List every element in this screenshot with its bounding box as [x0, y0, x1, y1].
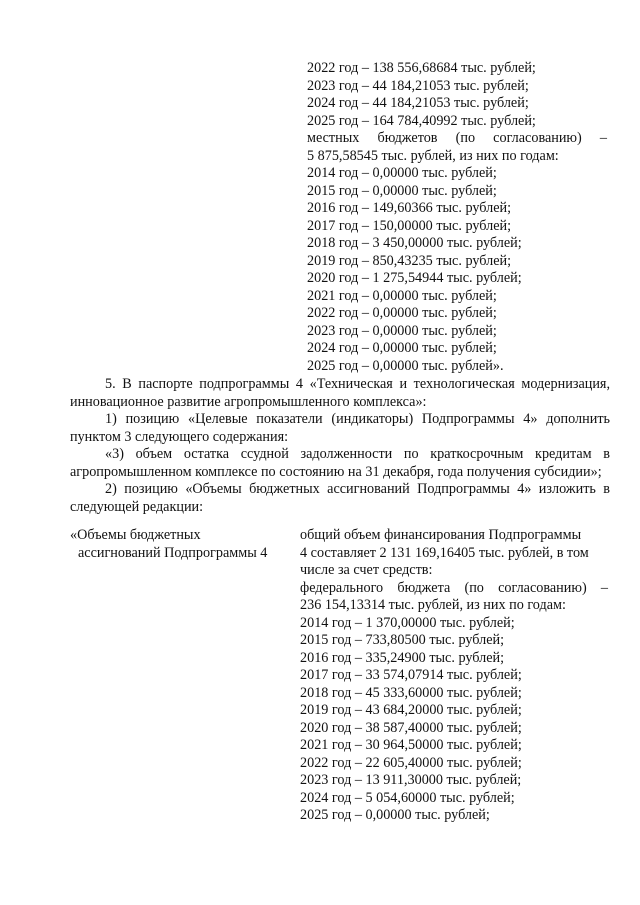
text-line: 2021 год – 0,00000 тыс. рублей;	[307, 287, 497, 304]
text-line: 2016 год – 335,24900 тыс. рублей;	[300, 649, 505, 666]
text-line: 2017 год – 150,00000 тыс. рублей;	[307, 217, 512, 234]
right-intro-line: общий объем финансирования Подпрограммы	[300, 527, 582, 543]
top-funding-block	[307, 60, 607, 375]
text-line: 2015 год – 733,80500 тыс. рублей;	[300, 632, 505, 648]
paragraph-quote-3: «3) объем остатка ссудной задолженности по краткосрочным кредитам в агропромышленном комплексе по состоянию на 31 декабря, года получения субсидии»;	[70, 446, 610, 480]
table-left-cell	[70, 527, 290, 562]
text-line: 2020 год – 1 275,54944 тыс. рублей;	[307, 270, 522, 286]
text-line: 2023 год – 0,00000 тыс. рублей;	[307, 322, 497, 339]
federal-budget-heading: федерального бюджета (по согласованию) –	[300, 579, 608, 596]
text-line: 2014 год – 1 370,00000 тыс. рублей;	[300, 614, 515, 631]
text-line: 2023 год – 44 184,21053 тыс. рублей;	[307, 77, 529, 94]
paragraph-item-5: 5. В паспорте подпрограммы 4 «Техническая и технологическая модернизация, инновационное развитие агропромышленного комплекса»:	[70, 376, 610, 410]
text-line: 2014 год – 0,00000 тыс. рублей;	[307, 165, 497, 181]
text-line: 2019 год – 850,43235 тыс. рублей;	[307, 252, 512, 269]
text-line: 2023 год – 13 911,30000 тыс. рублей;	[300, 772, 522, 788]
text-line: 2022 год – 0,00000 тыс. рублей;	[307, 305, 497, 321]
text-line: 2020 год – 38 587,40000 тыс. рублей;	[300, 719, 522, 736]
text-line: 2017 год – 33 574,07914 тыс. рублей;	[300, 667, 522, 683]
federal-budget-total: 236 154,13314 тыс. рублей, из них по годам:	[300, 597, 566, 613]
left-cell-line: ассигнований Подпрограммы 4	[78, 544, 268, 561]
text-line: 2024 год – 5 054,60000 тыс. рублей;	[300, 789, 515, 806]
table-right-cell	[300, 527, 608, 825]
body-paragraphs	[70, 376, 610, 516]
text-line: 2024 год – 0,00000 тыс. рублей;	[307, 340, 497, 356]
text-line: 2024 год – 44 184,21053 тыс. рублей;	[307, 95, 529, 111]
paragraph-sub-2: 2) позицию «Объемы бюджетных ассигнований Подпрограммы 4» изложить в следующей редакции:	[70, 481, 610, 515]
text-line: 2018 год – 3 450,00000 тыс. рублей;	[307, 235, 522, 251]
paragraph-sub-1: 1) позицию «Целевые показатели (индикаторы) Подпрограммы 4» дополнить пунктом 3 следующего содержания:	[70, 411, 610, 445]
local-budget-heading: местных бюджетов (по согласованию) –	[307, 130, 607, 146]
left-cell-line: «Объемы бюджетных	[70, 527, 201, 543]
text-line: 2019 год – 43 684,20000 тыс. рублей;	[300, 702, 522, 718]
text-line: 2018 год – 45 333,60000 тыс. рублей;	[300, 684, 522, 701]
text-line: 2022 год – 22 605,40000 тыс. рублей;	[300, 754, 522, 771]
text-line: 2016 год – 149,60366 тыс. рублей;	[307, 200, 512, 216]
text-line: 2022 год – 138 556,68684 тыс. рублей;	[307, 60, 536, 76]
text-line: 2025 год – 164 784,40992 тыс. рублей;	[307, 112, 536, 129]
text-line: 2025 год – 0,00000 тыс. рублей;	[300, 807, 490, 823]
text-line: 2025 год – 0,00000 тыс. рублей».	[307, 357, 504, 374]
right-intro-line: 4 составляет 2 131 169,16405 тыс. рублей, в том	[300, 544, 589, 561]
local-budget-total: 5 875,58545 тыс. рублей, из них по годам:	[307, 147, 559, 164]
right-intro-line: числе за счет средств:	[300, 562, 433, 578]
text-line: 2021 год – 30 964,50000 тыс. рублей;	[300, 737, 522, 753]
text-line: 2015 год – 0,00000 тыс. рублей;	[307, 182, 497, 199]
